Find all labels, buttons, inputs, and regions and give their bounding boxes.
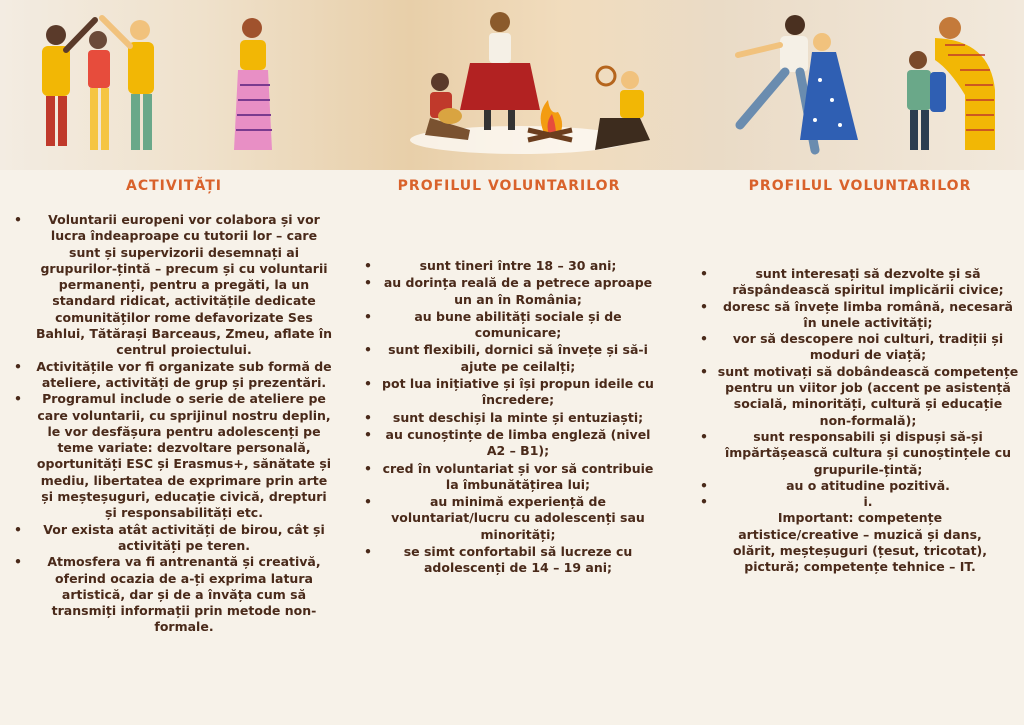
list-item: • pot lua inițiative și își propun ideile cu încredere; xyxy=(364,376,654,408)
volunteer-profile-title-2: PROFILUL VOLUNTARILOR xyxy=(748,178,972,194)
list-item: • au minimă experiență de voluntariat/lucru cu adolescenți sau minorități; xyxy=(364,494,645,542)
list-item: • i. xyxy=(700,494,873,510)
important-note: Important: competențe artistice/creative – muzică și dans, olărit, meșteșuguri (țesut, tricotat), pictură; competențe tehnice – IT. xyxy=(732,510,988,575)
activities-column xyxy=(14,178,334,636)
volunteer-profile-column-2 xyxy=(700,178,1020,576)
list-item: • au bune abilități sociale și de comunicare; xyxy=(364,308,622,341)
volunteer-profile-title: PROFILUL VOLUNTARILOR xyxy=(397,178,621,194)
list-item: • Activitățile vor fi organizate sub formă de ateliere, activități de grup și prezentări. xyxy=(14,358,332,390)
list-item: • doresc să învețe limba română, necesară în unele activități; xyxy=(700,298,1013,330)
dancing-people-illustration xyxy=(738,15,995,150)
list-item: • sunt interesați să dezvolte și să răspândească spiritul implicării civice; xyxy=(700,266,1004,298)
list-item: • vor să descopere noi culturi, tradiții și moduri de viață; xyxy=(700,331,1004,363)
list-item: • se simt confortabil să lucreze cu adolescenți de 14 – 19 ani; xyxy=(364,544,633,576)
list-item: • Atmosfera va fi antrenantă și creativă, oferind ocazia de a-ți exprima latura artistică, dar și de a învăța cum să transmiți informații prin metode non-formale. xyxy=(14,554,321,635)
banner-illustration xyxy=(0,0,1024,170)
activities-title: ACTIVITĂȚI xyxy=(126,178,222,194)
list-item: • Programul include o serie de ateliere pe care voluntarii, cu sprijinul nostru deplin, le vor desfășura pentru adolescenți pe teme variate: dezvoltare personală, oportunități ESC și Erasmus+, sănătate și mediu, libertatea de exprimare prin arte și meșteșuguri, educație civică, drepturi și responsabilități etc. xyxy=(14,391,332,521)
list-item: • sunt responsabili și dispuși să-și împărtășească cultura și cunoștințele cu grupurile-țintă; xyxy=(700,428,1012,477)
volunteer-profile-list-2 xyxy=(700,266,1020,510)
list-item: • Vor exista atât activități de birou, cât și activități pe teren. xyxy=(14,521,325,553)
list-item: • sunt tineri între 18 – 30 ani; xyxy=(364,258,617,273)
list-item: • au dorința reală de a petrece aproape un an în România; xyxy=(364,275,653,307)
list-item: • au cunoștințe de limba engleză (nivel A2 – B1); xyxy=(364,426,651,459)
list-item: • sunt flexibili, dornici să învețe și să-i ajute pe ceilalți; xyxy=(364,342,648,374)
list-item: • sunt deschiși la minte și entuziaști; xyxy=(364,409,644,425)
list-item: • cred în voluntariat și vor să contribuie la îmbunătățirea lui; xyxy=(364,460,654,492)
campfire-illustration xyxy=(410,12,650,154)
header-banner xyxy=(0,0,1024,170)
activities-list xyxy=(14,212,334,636)
people-group-illustration xyxy=(42,18,272,150)
list-item: • Voluntarii europeni vor colabora și vor lucra îndeaproape cu tutorii lor – care sunt și supervizorii desemnați ai grupurilor-țintă – precum și cu voluntarii permanenți, pentru a pregăti, la un standard ridicat, activitățile dedicate comunităților rome defavorizate Ses Bahlui, Tătărași Barceaus, Zmeu, aflate în centrul proiectului. xyxy=(14,212,333,358)
list-item: • sunt motivați să dobândească competențe pentru un viitor job (accent pe asistență socială, minorități, cultură și educație non-formală); xyxy=(700,363,1019,428)
volunteer-profile-column-1 xyxy=(364,178,654,578)
list-item: • au o atitudine pozitivă. xyxy=(700,477,950,493)
volunteer-profile-list xyxy=(364,258,654,577)
